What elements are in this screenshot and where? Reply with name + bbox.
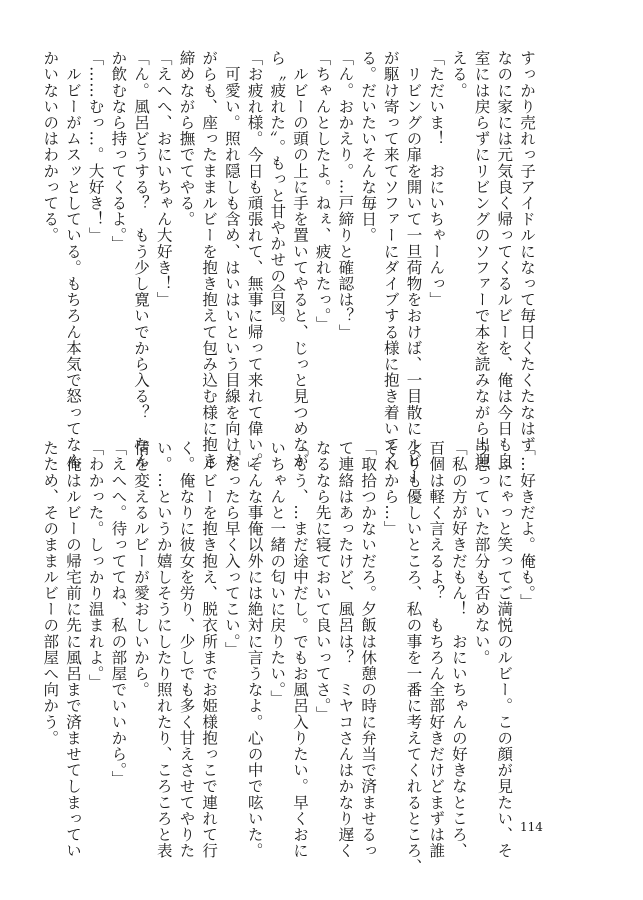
text-line: たため、そのままルビーの部屋へ向かう。 <box>41 440 60 746</box>
text-line: 「ただいま！ おにいちゃーんっ」 <box>427 50 446 308</box>
text-line: て連絡はあったけど、風呂は？ ミヤコさんはかなり遅く <box>336 440 355 859</box>
text-line: がらも、座ったままルビーを抱き抱えて包み込む様に抱き <box>200 50 219 469</box>
text-line: か飲むなら持ってくるよ。」 <box>109 50 128 252</box>
text-line: すっかり売れっ子アイドルになって毎日くたくたなはず <box>518 50 536 453</box>
text-line: それから…」 <box>381 440 400 537</box>
text-line: ルビーがムスッとしている。もちろん本気で怒ってなん <box>63 50 82 469</box>
text-line: 「えへへ。待っててね、私の部屋でいいから。」 <box>109 440 128 787</box>
text-line: ふにゃっと笑ってご満悦のルビー。この顔が見たい、そ <box>495 440 514 859</box>
text-line: ら〝疲れた〟。もっと甘やかせの合図。 <box>268 50 287 333</box>
text-line: 「ん。おかえり。…戸締りと確認は？」 <box>336 50 355 340</box>
text-line: リビングの扉を開いて一旦荷物をおけば、一目散にルビー <box>404 50 423 485</box>
text-line: なのに家には元気良く帰ってくるルビーを、俺は今日も自 <box>495 50 514 469</box>
text-line: 「…好きだよ。俺も。」 <box>518 440 536 610</box>
text-line: ルビーを抱き抱え、脱衣所までお姫様抱っこで連れて行 <box>200 440 219 859</box>
text-line: 室には戻らずにリビングのソファーで本を読みながら出迎 <box>472 50 491 469</box>
text-line: 可愛い。照れ隠しも含め、はいはいという目線を向けな <box>222 50 241 469</box>
text-line: かいないのはわかってる。 <box>41 50 60 244</box>
upper-text-block <box>41 50 538 485</box>
text-line: そんな事俺以外には絶対に言うなよ。心の中で呟いた。 <box>245 440 264 859</box>
text-line: 「だったら早く入ってこい。」 <box>222 440 241 658</box>
text-line: 「……むっ…。大好き！」 <box>86 50 105 244</box>
text-line: 百個は軽く言えるよ？ もちろん全部好きだけどまずは誰 <box>427 440 446 859</box>
text-line: 情を変えるルビーが愛おしいから。 <box>132 440 151 698</box>
text-line: 締めながら撫でてやる。 <box>177 50 196 228</box>
text-line: う思っていた部分も否めない。 <box>472 440 491 666</box>
text-line: なるなら先に寝ておいて良いってさ。」 <box>313 440 332 723</box>
text-line: 「お疲れ様。今日も頑張れて、無事に帰って来れて偉い。」 <box>245 50 264 477</box>
text-line: 「ちゃんとしたよ。ねぇ、疲れたっ。」 <box>313 50 332 333</box>
text-line: ルビーの頭の上に手を置いてやると、じっと見つめなが <box>290 50 309 469</box>
text-line: る。だいたいそんな毎日。 <box>359 50 378 244</box>
page-number: 114 <box>520 820 543 834</box>
text-line: い。…というか嬉しそうにしたり照れたり、ころころと表 <box>154 440 173 859</box>
text-line: よりも優しいところ、私の事を一番に考えてくれるところ、 <box>404 440 423 875</box>
text-line: 俺はルビーの帰宅前に先に風呂まで済ませてしまってい <box>63 440 82 859</box>
text-line: く。俺なりに彼女を労り、少しでも多く甘えさせてやりた <box>177 440 196 859</box>
text-line: 「取拾つかないだろ。夕飯は休憩の時に弁当で済ませるっ <box>359 440 378 859</box>
text-line: える。 <box>449 50 468 99</box>
text-line: が駆け寄って来てソファーにダイブする様に抱き着いてく <box>381 50 400 469</box>
text-line: 「わかった。しっかり温まれよ。」 <box>86 440 105 690</box>
text-line: 「えへへ、おにいちゃん大好き！」 <box>154 50 173 308</box>
text-line: いちゃんと一緒の匂いに戻りたい。」 <box>268 440 287 706</box>
text-line: 「もう、…まだ途中だし。でもお風呂入りたい。早くおに <box>290 440 309 859</box>
text-line: 「私の方が好きだもん！ おにいちゃんの好きなところ、 <box>449 440 468 859</box>
text-line: 「ん。風呂どうする？ もう少し寛いでから入る？ なん <box>132 50 151 469</box>
